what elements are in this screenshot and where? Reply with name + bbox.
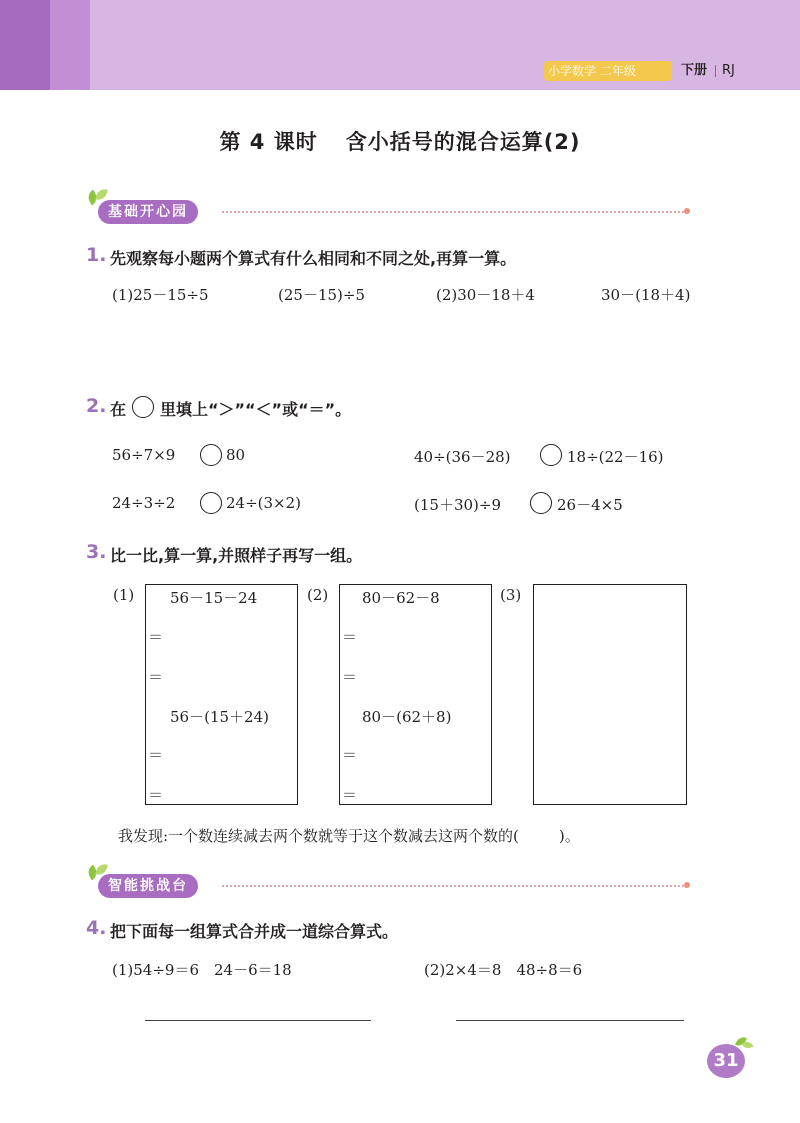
answer-line-2[interactable] bbox=[456, 1020, 684, 1021]
compare-right-expression: 24÷(3×2) bbox=[226, 494, 302, 512]
equals-sign: ＝ bbox=[148, 746, 164, 764]
header-band bbox=[0, 0, 800, 90]
q1-expression: (2)30－18＋4 bbox=[436, 286, 535, 304]
q1-expression: 30－(18＋4) bbox=[601, 286, 691, 304]
box2-expression-a: 80－62－8 bbox=[362, 589, 440, 607]
header-band-dark-strip bbox=[0, 0, 50, 90]
compare-right-expression: 80 bbox=[226, 446, 246, 464]
question-text: 比一比,算一算,并照样子再写一组。 bbox=[110, 546, 363, 565]
box2-expression-b: 80－(62＋8) bbox=[362, 708, 452, 726]
question-number: 3. bbox=[86, 541, 107, 563]
q1-expression: (25－15)÷5 bbox=[278, 286, 365, 304]
header-divider bbox=[715, 65, 716, 77]
box1-expression-b: 56－(15＋24) bbox=[170, 708, 269, 726]
section-basic-badge: 基础开心园 bbox=[98, 200, 198, 224]
divider-end-dot bbox=[684, 882, 690, 888]
question-text-after: 里填上“＞”“＜”或“＝”。 bbox=[160, 400, 352, 419]
equals-sign: ＝ bbox=[342, 628, 358, 646]
answer-circle[interactable] bbox=[200, 492, 222, 514]
question-text-before: 在 bbox=[110, 400, 127, 419]
equals-sign: ＝ bbox=[342, 786, 358, 804]
answer-circle[interactable] bbox=[540, 444, 562, 466]
compare-right-expression: 18÷(22－16) bbox=[567, 448, 664, 466]
compare-left-expression: 40÷(36－28) bbox=[414, 448, 511, 466]
answer-circle[interactable] bbox=[530, 492, 552, 514]
q4-group-1: (1)54÷9＝6 24－6＝18 bbox=[112, 961, 292, 979]
divider-end-dot bbox=[684, 208, 690, 214]
lesson-topic: 含小括号的混合运算(2) bbox=[345, 130, 581, 154]
finding-end: )。 bbox=[558, 827, 580, 845]
edition-label: RJ bbox=[722, 63, 735, 78]
item-label: (1) bbox=[113, 586, 135, 604]
volume-label: 下册 bbox=[681, 63, 708, 78]
section-divider bbox=[222, 885, 684, 887]
blank-circle-icon bbox=[132, 396, 154, 418]
work-box-1 bbox=[145, 584, 298, 805]
equals-sign: ＝ bbox=[148, 786, 164, 804]
work-box-2 bbox=[339, 584, 492, 805]
q1-expression: (1)25－15÷5 bbox=[112, 286, 209, 304]
subject-label: 小学数学 二年级 bbox=[548, 64, 636, 78]
compare-right-expression: 26－4×5 bbox=[557, 496, 623, 514]
answer-line-1[interactable] bbox=[145, 1020, 371, 1021]
header-band-mid-strip bbox=[50, 0, 90, 90]
question-text: 先观察每小题两个算式有什么相同和不同之处,再算一算。 bbox=[110, 249, 517, 268]
equals-sign: ＝ bbox=[342, 668, 358, 686]
question-number: 1. bbox=[86, 244, 107, 266]
question-text: 把下面每一组算式合并成一道综合算式。 bbox=[110, 922, 399, 941]
work-box-3-blank[interactable] bbox=[533, 584, 687, 805]
equals-sign: ＝ bbox=[148, 628, 164, 646]
question-number: 2. bbox=[86, 395, 107, 417]
section-divider bbox=[222, 211, 684, 213]
page-title bbox=[0, 126, 800, 156]
box1-expression-a: 56－15－24 bbox=[170, 589, 258, 607]
finding-sentence bbox=[118, 825, 580, 846]
compare-left-expression: 24÷3÷2 bbox=[112, 494, 176, 512]
equals-sign: ＝ bbox=[148, 668, 164, 686]
compare-left-expression: 56÷7×9 bbox=[112, 446, 176, 464]
leaf-icon bbox=[742, 1040, 754, 1050]
answer-circle[interactable] bbox=[200, 444, 222, 466]
q4-group-2: (2)2×4＝8 48÷8＝6 bbox=[424, 961, 583, 979]
lesson-number: 第 4 课时 bbox=[219, 130, 318, 154]
item-label: (2) bbox=[307, 586, 329, 604]
equals-sign: ＝ bbox=[342, 746, 358, 764]
finding-text: 我发现:一个数连续减去两个数就等于这个数减去这两个数的( bbox=[118, 827, 519, 845]
question-number: 4. bbox=[86, 917, 107, 939]
section-challenge-badge: 智能挑战台 bbox=[98, 874, 198, 898]
page-number: 31 bbox=[707, 1044, 745, 1078]
item-label: (3) bbox=[500, 586, 522, 604]
compare-left-expression: (15＋30)÷9 bbox=[414, 496, 501, 514]
